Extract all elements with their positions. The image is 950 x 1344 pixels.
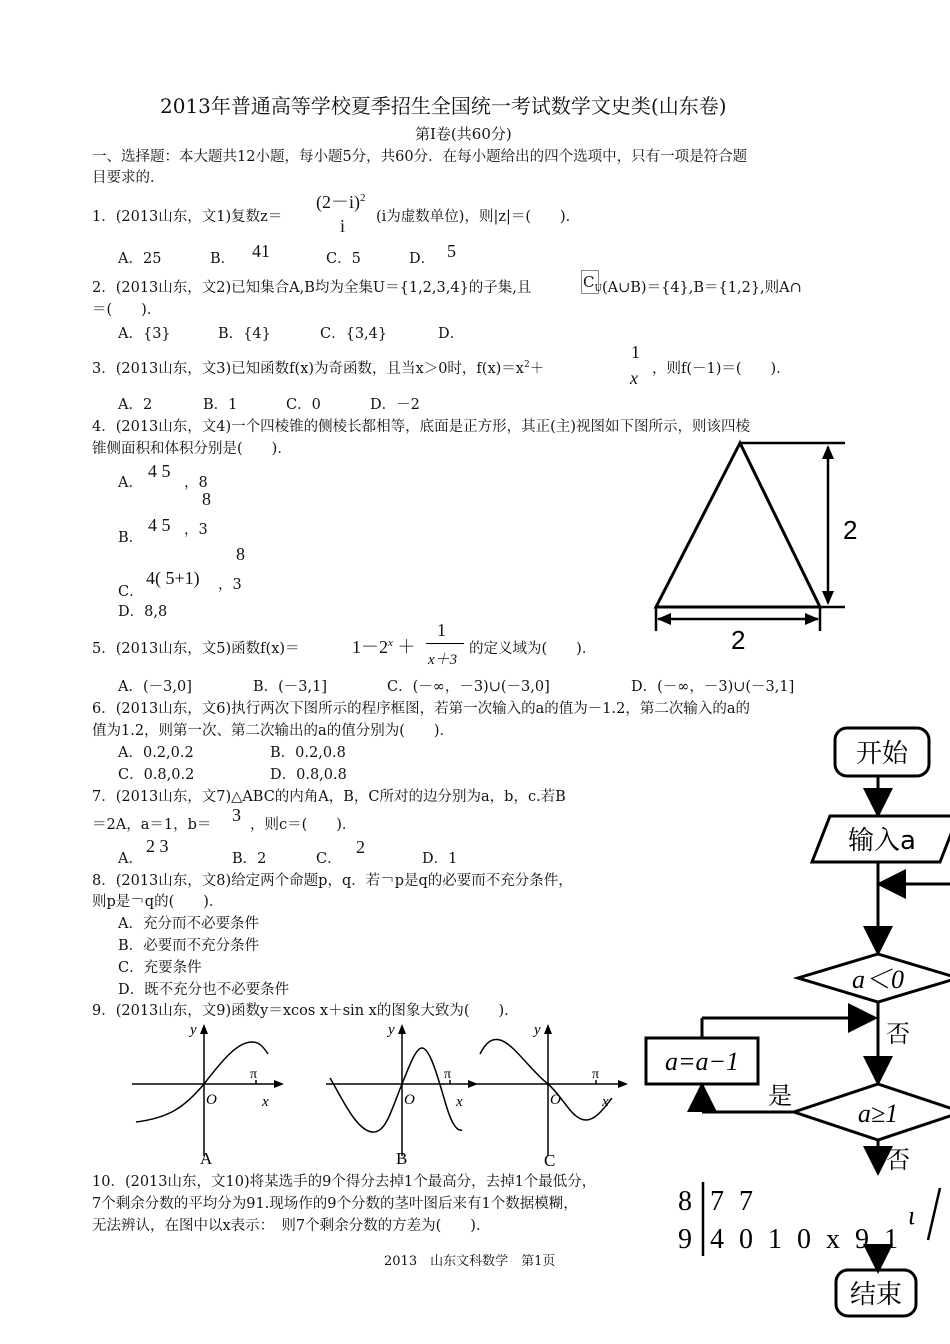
graph-c-y-label: y <box>534 1022 541 1038</box>
triangle-shape <box>656 443 820 607</box>
q5-stem-b: 的定义域为( )． <box>469 641 597 657</box>
q10-line2: 7个剩余分数的平均分为91.现场作的9个分数的茎叶图后来有1个数据模糊， <box>92 1196 578 1212</box>
q4-option-a-rest: ，8 <box>184 475 208 491</box>
q4-option-b-rest: ，3 <box>184 522 208 538</box>
q6-option-b: B．0.2,0.8 <box>270 745 346 761</box>
flow-condition-1-label: a＜0 <box>851 965 905 994</box>
q8-option-a: A．充分而不必要条件 <box>118 916 259 932</box>
q3-option-b: B．1 <box>203 397 238 413</box>
q4-option-b-label: B． <box>118 530 144 546</box>
q2-line1-a: 2．(2013山东，文2)已知集合A,B均为全集U＝{1,2,3,4}的子集,且 <box>92 280 532 296</box>
q1-frac-num: $(2-i)^2$ <box>316 192 366 212</box>
flow-no-label-2: 否 <box>886 1146 910 1174</box>
q1-stem-a: 1．(2013山东，文1)复数z＝ <box>92 209 283 225</box>
graph-b-y-label: y <box>388 1022 395 1038</box>
q6-line2: 值为1.2，则第一次、第二次输出的a的值分别为( )． <box>92 723 455 739</box>
graph-b-x-label: x <box>456 1094 463 1110</box>
q3-option-d: D．－2 <box>370 397 420 413</box>
q1-stem-b: (i为虚数单位)，则|z|＝( )． <box>376 209 581 225</box>
q5-frac-num: 1 <box>437 620 446 640</box>
flow-start-label: 开始 <box>855 739 909 769</box>
q7-option-c-label: C． <box>316 851 342 867</box>
q2-complement-symbol: $C_U$ <box>581 270 599 294</box>
stem-row-1: 8 <box>678 1186 692 1217</box>
q8-option-b: B．必要而不充分条件 <box>118 938 260 954</box>
page-title: 2013年普通高等学校夏季招生全国统一考试数学文史类(山东卷) <box>160 94 727 118</box>
q4-option-c-rest: ，3 <box>218 577 242 593</box>
q3-stem-a: 3．(2013山东，文3)已知函数f(x)为奇函数，且当x＞0时，$f(x)=x^2+$ <box>92 360 545 377</box>
q7-line2-a: ＝2A，a＝1，b＝ <box>92 817 212 833</box>
section-intro-line2: 目要求的． <box>92 170 165 186</box>
q7-line2-b: ，则c＝( )． <box>250 817 357 833</box>
q1-frac-den: i <box>340 216 346 236</box>
q2-line2: ＝( )． <box>92 302 162 318</box>
graph-a-pi: π <box>250 1067 258 1082</box>
section-intro-line1: 一、选择题：本大题共12小题，每小题5分，共60分．在每小题给出的四个选项中，只有一项是符合题 <box>92 149 748 165</box>
q4-line1: 4．(2013山东，文4)一个四棱锥的侧棱长都相等，底面是正方形，其正(主)视图如下图所示，则该四棱 <box>92 419 750 435</box>
flow-no-label-1: 否 <box>886 1020 910 1048</box>
q5-option-c: C．(－∞，－3)∪(－3,0] <box>387 679 550 695</box>
q3-frac-num: 1 <box>631 342 640 362</box>
q6-option-a: A．0.2,0.2 <box>118 745 194 761</box>
q3-option-c: C．0 <box>286 397 321 413</box>
q4-front-view-figure <box>640 435 880 665</box>
q3-option-a: A．2 <box>118 397 153 413</box>
q5-option-d: D．(－∞，－3)∪(－3,1] <box>631 679 795 695</box>
q4-option-a-label: A． <box>118 475 143 491</box>
q5-expression: $1-2^x$ ＋ <box>352 637 416 657</box>
q2-option-b: B．{4} <box>218 326 271 342</box>
graph-a-y-label: y <box>190 1022 197 1038</box>
graph-c-x-label: x <box>602 1094 609 1110</box>
q1-option-a: A．25 <box>118 251 162 267</box>
q1-option-c: C．5 <box>326 251 361 267</box>
q7-option-d: D．1 <box>422 851 458 867</box>
q8-option-d: D．既不充分也不必要条件 <box>118 982 290 998</box>
q6-line1: 6．(2013山东，文6)执行两次下图所示的程序框图，若第一次输入的a的值为－1.2，第二次输入的a的 <box>92 701 751 717</box>
q7-line1: 7．(2013山东，文7)△ABC的内角A，B，C所对的边分别为a，b，c.若B <box>92 789 566 805</box>
graph-c-origin: O <box>550 1092 561 1108</box>
q4-option-c-numerator: 8 <box>236 544 245 564</box>
q2-option-a: A．{3} <box>118 326 171 342</box>
graph-b-pi: π <box>444 1067 452 1082</box>
base-label: 2 <box>731 625 746 655</box>
q5-option-b: B．(－3,1] <box>253 679 328 695</box>
q9-stem: 9．(2013山东，文9)函数y＝xcos x＋sin x的图象大致为( )． <box>92 1003 519 1019</box>
q9-graph-a <box>128 1018 288 1168</box>
q4-option-d: D．8,8 <box>118 604 168 620</box>
q2-option-c: C．{3,4} <box>320 326 388 342</box>
graph-c-pi: π <box>592 1067 600 1082</box>
flow-input-label: 输入a <box>848 826 916 856</box>
q4-option-b-value: 4 5 <box>148 515 171 535</box>
q8-option-c: C．充要条件 <box>118 960 202 976</box>
height-label: 2 <box>843 515 858 545</box>
q6-option-d: D．0.8,0.8 <box>270 767 347 783</box>
q2-line1-b: (A∪B)＝{4},B＝{1,2},则A∩ <box>602 280 802 296</box>
q10-line3: 无法辨认，在图中以x表示： 则7个剩余分数的方差为( )． <box>92 1218 491 1234</box>
q4-option-c-value: 4( 5+1) <box>146 568 200 588</box>
q4-option-a-denominator: 8 <box>202 489 211 509</box>
q6-option-c: C．0.8,0.2 <box>118 767 195 783</box>
q1-option-b: B． <box>210 251 236 267</box>
q4-line2: 锥侧面积和体积分别是( )． <box>92 441 292 457</box>
q9-graph-c <box>472 1018 632 1168</box>
graph-a-x-label: x <box>262 1094 269 1110</box>
q1-option-b-value: 41 <box>252 241 270 261</box>
q7-option-c-value: 2 <box>356 837 365 857</box>
q8-line2: 则p是￢q的( )． <box>92 894 224 910</box>
q5-stem-a: 5．(2013山东，文5)函数f(x)＝ <box>92 641 300 657</box>
graph-b-label: B <box>396 1149 408 1168</box>
q3-stem-b: ，则f(－1)＝( )． <box>652 361 791 377</box>
q4-option-a-value: 4 5 <box>148 461 171 481</box>
graph-b-origin: O <box>404 1092 415 1108</box>
graph-b-curve <box>330 1048 462 1132</box>
leaves-row-2: 4 0 1 0 x 9 1 <box>710 1224 902 1255</box>
flow-yes-label: 是 <box>768 1082 792 1110</box>
flow-end-label: 结束 <box>849 1280 903 1310</box>
q5-frac-den: x＋3 <box>428 652 458 668</box>
q10-stem-leaf-plot <box>672 1180 912 1260</box>
leaves-row-1: 7 7 <box>710 1186 757 1217</box>
q5-option-a: A．(－3,0] <box>118 679 192 695</box>
q7-line2-value: 3 <box>232 805 241 825</box>
graph-a-origin: O <box>206 1092 217 1108</box>
page-subtitle: 第Ⅰ卷(共60分) <box>415 125 512 143</box>
graph-a-label: A <box>200 1149 213 1168</box>
q9-graph-b <box>322 1018 482 1168</box>
flow-partial-fragment: ι <box>908 1201 916 1230</box>
q3-frac-den: x <box>630 368 638 388</box>
graph-c-label: C <box>544 1151 556 1170</box>
flow-assign-label: a=a−1 <box>664 1047 740 1076</box>
q1-option-d: D． <box>409 251 436 267</box>
q1-option-d-value: 5 <box>447 241 456 261</box>
q7-option-a-label: A． <box>118 851 143 867</box>
q4-option-c-label: C． <box>118 584 144 600</box>
flow-condition-2-label: a≥1 <box>857 1099 899 1128</box>
q7-option-b: B．2 <box>232 851 267 867</box>
q7-option-a-value: 2 3 <box>146 836 169 856</box>
stem-row-2: 9 <box>678 1224 692 1255</box>
q8-line1: 8．(2013山东，文8)给定两个命题p，q．若￢p是q的必要而不充分条件， <box>92 873 573 889</box>
page-footer: 2013 山东文科数学 第1页 <box>384 1254 556 1269</box>
q2-option-d: D． <box>438 326 465 342</box>
q10-line1: 10．(2013山东，文10)将某选手的9个得分去掉1个最高分，去掉1个最低分， <box>92 1174 597 1190</box>
graph-a-curve <box>136 1042 268 1122</box>
